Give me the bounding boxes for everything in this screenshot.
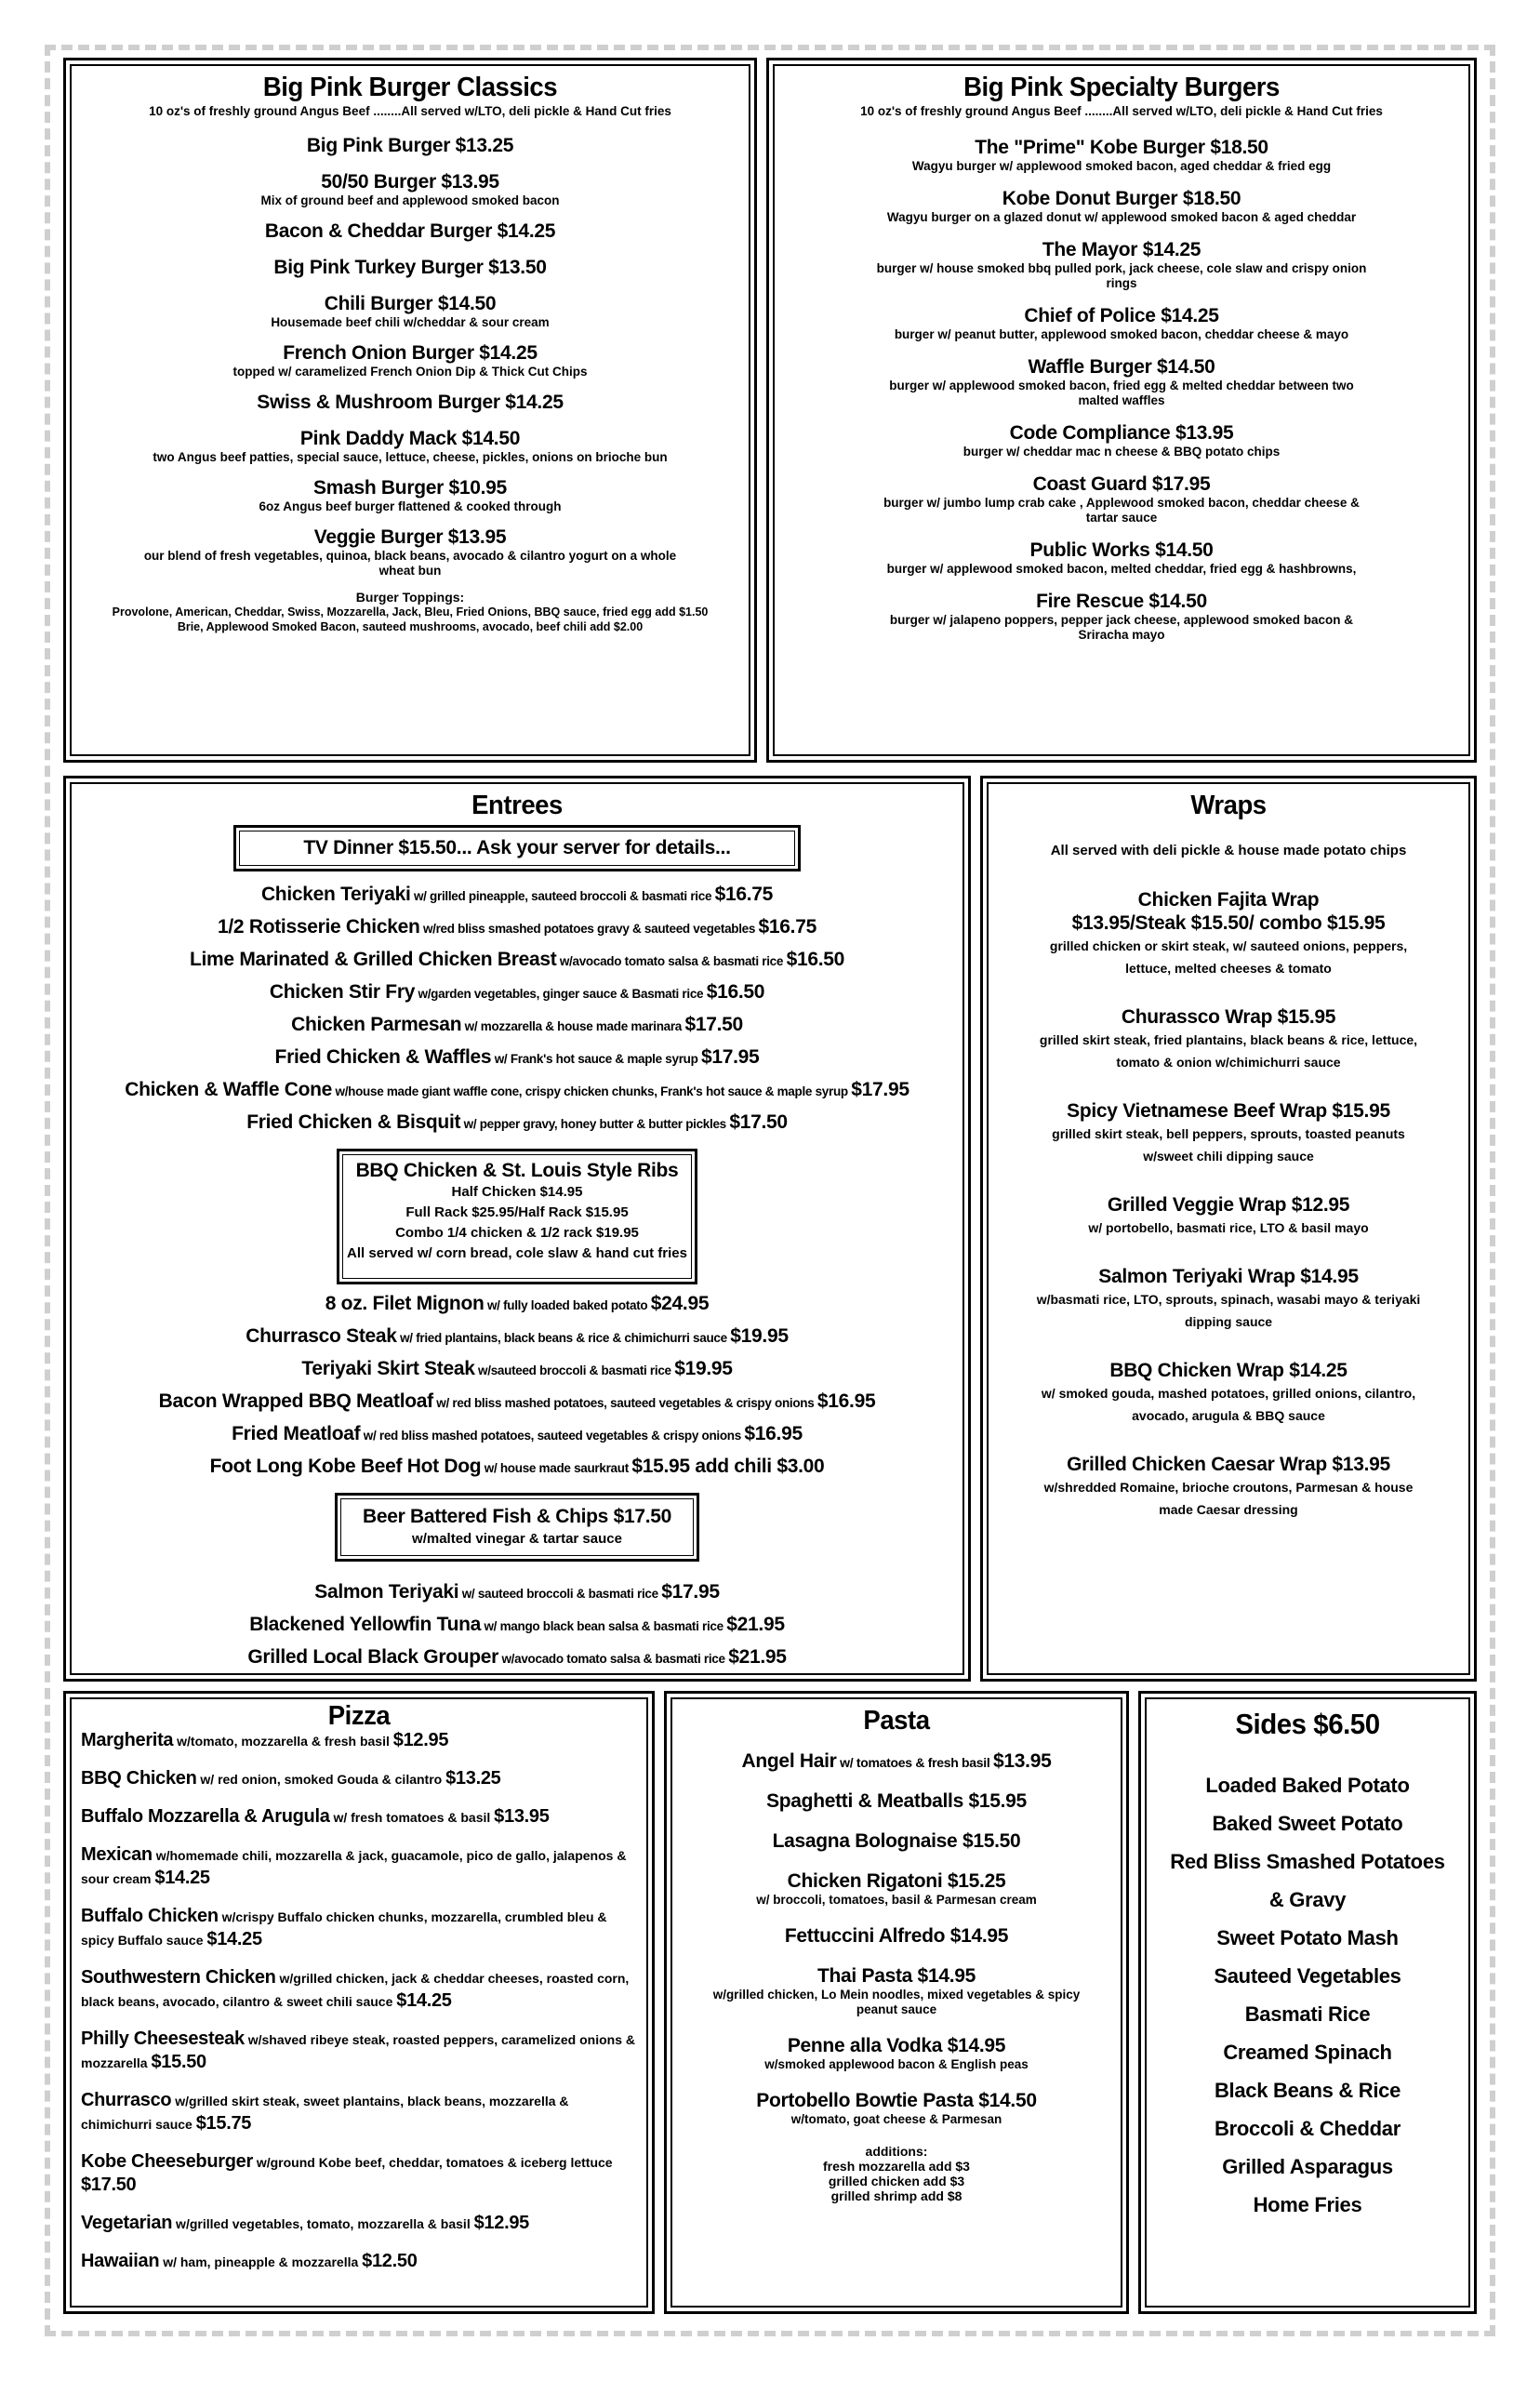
wrap-item bbox=[992, 1099, 1465, 1167]
pizza-item bbox=[81, 1729, 637, 1752]
bbq-line: All served w/ corn bread, cole slaw & hand cut fries bbox=[347, 1245, 687, 1261]
toppings-title: Burger Toppings: bbox=[355, 590, 465, 605]
side-item: Sweet Potato Mash bbox=[1216, 1926, 1399, 1949]
entree-price: $21.95 bbox=[728, 1646, 787, 1668]
pizza-item bbox=[81, 1805, 637, 1829]
pizza-desc: w/ fresh tomatoes & basil bbox=[329, 1810, 495, 1825]
pasta-item-desc: w/tomato, goat cheese & Parmesan bbox=[790, 2112, 1002, 2126]
entree-item bbox=[75, 1288, 959, 1321]
entree-price: $17.50 bbox=[684, 1014, 743, 1035]
menu-item bbox=[778, 472, 1465, 525]
pasta-addition: grilled shrimp add $8 bbox=[830, 2188, 962, 2203]
side-item: Baked Sweet Potato bbox=[1212, 1812, 1403, 1835]
menu-item-name: 50/50 Burger $13.95 bbox=[321, 171, 499, 193]
wrap-price: $13.95/Steak $15.50/ combo $15.95 bbox=[1071, 912, 1386, 934]
pizza-price: $14.25 bbox=[206, 1929, 262, 1949]
pizza-desc: w/ red onion, smoked Gouda & cilantro bbox=[196, 1772, 446, 1787]
entree-price: $17.50 bbox=[729, 1111, 788, 1133]
entree-item bbox=[75, 1321, 959, 1353]
pizza-item bbox=[81, 2028, 637, 2074]
menu-item-desc: burger w/ cheddar mac n cheese & BBQ potato chips bbox=[962, 445, 1281, 459]
menu-item-name: Coast Guard $17.95 bbox=[1032, 473, 1211, 495]
entree-price: $15.95 add chili $3.00 bbox=[631, 1456, 825, 1477]
entree-desc: w/ fried plantains, black beans & rice & chimichurri sauce bbox=[396, 1331, 731, 1345]
wrap-desc: w/ portobello, basmati rice, LTO & basil mayo bbox=[1088, 1220, 1369, 1235]
menu-item-desc: burger w/ peanut butter, applewood smoked bacon, cheddar cheese & mayo bbox=[894, 327, 1349, 341]
entree-item bbox=[75, 1353, 959, 1386]
entree-price: $17.95 bbox=[701, 1046, 760, 1068]
menu-item-name: Code Compliance $13.95 bbox=[1009, 422, 1234, 444]
menu-item-desc: burger w/ jumbo lump crab cake , Applewood smoked bacon, cheddar cheese & tartar sauce bbox=[883, 496, 1360, 525]
entree-item bbox=[75, 911, 959, 944]
pizza-price: $15.75 bbox=[195, 2113, 252, 2134]
entree-price: $16.95 bbox=[816, 1390, 876, 1412]
wrap-item bbox=[992, 1005, 1465, 1073]
entree-item bbox=[75, 1418, 959, 1451]
entree-desc: w/ pepper gravy, honey butter & butter pickles bbox=[460, 1117, 730, 1131]
menu-item bbox=[75, 219, 745, 243]
menu-item bbox=[75, 427, 745, 465]
side-item: Loaded Baked Potato bbox=[1205, 1774, 1410, 1797]
pizza-name: Churrasco bbox=[81, 2090, 172, 2110]
menu-item-name: Big Pink Turkey Burger $13.50 bbox=[273, 257, 547, 278]
entree-item bbox=[75, 1451, 959, 1483]
entree-name: Teriyaki Skirt Steak bbox=[301, 1358, 475, 1379]
entree-desc: w/ sauteed broccoli & basmati rice bbox=[458, 1587, 662, 1601]
pizza-price: $13.95 bbox=[494, 1806, 550, 1827]
entree-desc: w/sauteed broccoli & basmati rice bbox=[474, 1363, 675, 1377]
pasta-item-desc: w/grilled chicken, Lo Mein noodles, mixed vegetables & spicy peanut sauce bbox=[712, 1988, 1081, 2016]
entree-price: $17.95 bbox=[661, 1581, 720, 1603]
side-item: Sauteed Vegetables bbox=[1214, 1964, 1401, 1988]
menu-item-name: Chili Burger $14.50 bbox=[324, 293, 497, 314]
pasta-item bbox=[676, 1869, 1117, 1908]
pasta-addition: grilled chicken add $3 bbox=[828, 2174, 965, 2188]
entree-desc: w/garden vegetables, ginger sauce & Basmati rice bbox=[415, 987, 707, 1001]
pasta-item bbox=[676, 1829, 1117, 1853]
wrap-name: Grilled Chicken Caesar Wrap $13.95 bbox=[1067, 1454, 1390, 1475]
entree-name: Chicken Parmesan bbox=[291, 1014, 462, 1035]
wraps-title: Wraps bbox=[1190, 791, 1267, 820]
pasta-price: $13.95 bbox=[993, 1750, 1052, 1772]
menu-item bbox=[778, 304, 1465, 342]
pizza-desc: w/ ham, pineapple & mozzarella bbox=[159, 2255, 363, 2269]
entree-desc: w/avocado tomato salsa & basmati rice bbox=[556, 954, 787, 968]
classics-subtitle: 10 oz's of freshly ground Angus Beef ........All served w/LTO, deli pickle & Hand Cut fries bbox=[149, 104, 671, 118]
menu-item bbox=[778, 238, 1465, 291]
pizza-panel bbox=[63, 1691, 655, 2314]
menu-item-desc: burger w/ applewood smoked bacon, fried egg & melted cheddar between two malted waffles bbox=[889, 379, 1354, 407]
pasta-name: Angel Hair bbox=[741, 1750, 837, 1772]
wrap-desc: w/basmati rice, LTO, sprouts, spinach, wasabi mayo & teriyaki dipping sauce bbox=[1036, 1292, 1421, 1329]
pizza-name: BBQ Chicken bbox=[81, 1768, 197, 1789]
pizza-price: $13.25 bbox=[445, 1768, 501, 1789]
pizza-item bbox=[81, 1767, 637, 1790]
entree-name: Churrasco Steak bbox=[246, 1325, 397, 1347]
classics-panel bbox=[63, 58, 757, 763]
side-item: Basmati Rice bbox=[1244, 2002, 1371, 2026]
menu-item bbox=[778, 187, 1465, 225]
entree-price: $19.95 bbox=[730, 1325, 789, 1347]
entree-name: Lime Marinated & Grilled Chicken Breast bbox=[189, 949, 557, 970]
wrap-name: Salmon Teriyaki Wrap $14.95 bbox=[1098, 1266, 1359, 1287]
pizza-name: Kobe Cheeseburger bbox=[81, 2151, 253, 2172]
entree-desc: w/ red bliss mashed potatoes, sauteed vegetables & crispy onions bbox=[360, 1429, 745, 1443]
menu-item-name: The "Prime" Kobe Burger $18.50 bbox=[975, 137, 1268, 158]
entree-price: $19.95 bbox=[674, 1358, 733, 1379]
pasta-name: Fettuccini Alfredo $14.95 bbox=[784, 1925, 1009, 1947]
tv-dinner-text: TV Dinner $15.50... Ask your server for details... bbox=[303, 837, 731, 858]
bbq-line: Full Rack $25.95/Half Rack $15.95 bbox=[405, 1204, 629, 1220]
pizza-item bbox=[81, 1905, 637, 1951]
fish-box-desc: w/malted vinegar & tartar sauce bbox=[412, 1531, 622, 1547]
pasta-name-line bbox=[676, 1829, 1117, 1853]
entree-desc: w/house made giant waffle cone, crispy chicken chunks, Frank's hot sauce & maple syrup bbox=[332, 1084, 852, 1098]
side-item: Black Beans & Rice bbox=[1214, 2079, 1401, 2102]
pizza-desc: w/homemade chili, mozzarella & jack, guacamole, pico de gallo, jalapenos & sour cream bbox=[81, 1848, 627, 1886]
menu-item-name: Fire Rescue $14.50 bbox=[1036, 591, 1207, 612]
entree-item bbox=[75, 1074, 959, 1107]
pasta-item bbox=[676, 1789, 1117, 1813]
classics-list bbox=[75, 134, 745, 579]
menu-item-name: Chief of Police $14.25 bbox=[1024, 305, 1219, 326]
pasta-panel bbox=[664, 1691, 1129, 2314]
entrees-title: Entrees bbox=[471, 791, 563, 820]
pizza-name: Margherita bbox=[81, 1730, 174, 1750]
pizza-desc: w/crispy Buffalo chicken chunks, mozzarella, crumbled bleu & spicy Buffalo sauce bbox=[81, 1909, 607, 1948]
entree-name: Salmon Teriyaki bbox=[314, 1581, 459, 1603]
wrap-name: Churassco Wrap $15.95 bbox=[1121, 1006, 1336, 1028]
pasta-item bbox=[676, 1964, 1117, 2017]
specialty-list bbox=[778, 136, 1465, 643]
menu-item-desc: burger w/ jalapeno poppers, pepper jack cheese, applewood smoked bacon & Sriracha mayo bbox=[889, 613, 1354, 642]
menu-item bbox=[75, 292, 745, 330]
menu-item bbox=[778, 421, 1465, 459]
menu-item-desc: our blend of fresh vegetables, quinoa, black beans, avocado & cilantro yogurt on a whole wheat bun bbox=[143, 549, 677, 578]
menu-item-desc: Wagyu burger on a glazed donut w/ applewood smoked bacon & aged cheddar bbox=[886, 210, 1357, 224]
entree-desc: w/ Frank's hot sauce & maple syrup bbox=[491, 1052, 701, 1066]
wraps-subtitle: All served with deli pickle & house made potato chips bbox=[1050, 843, 1407, 858]
pasta-desc: w/ tomatoes & fresh basil bbox=[836, 1755, 994, 1770]
wrap-desc: w/shredded Romaine, brioche croutons, Parmesan & house made Caesar dressing bbox=[1043, 1480, 1414, 1517]
menu-item bbox=[75, 525, 745, 579]
wrap-item bbox=[992, 1265, 1465, 1333]
pasta-additions-title: additions: bbox=[865, 2144, 928, 2159]
pizza-name: Hawaiian bbox=[81, 2251, 160, 2271]
entree-item bbox=[75, 879, 959, 911]
entree-desc: w/avocado tomato salsa & basmati rice bbox=[498, 1652, 729, 1666]
specialty-panel bbox=[766, 58, 1477, 763]
pizza-desc: w/tomato, mozzarella & fresh basil bbox=[173, 1734, 393, 1749]
entree-item bbox=[75, 944, 959, 977]
entree-name: Fried Chicken & Waffles bbox=[274, 1046, 492, 1068]
pizza-desc: w/shaved ribeye steak, roasted peppers, caramelized onions & mozzarella bbox=[81, 2032, 635, 2070]
entree-desc: w/ fully loaded baked potato bbox=[484, 1298, 651, 1312]
entrees-panel bbox=[63, 776, 971, 1682]
menu-item-name: Smash Burger $10.95 bbox=[313, 477, 507, 499]
entree-price: $16.75 bbox=[758, 916, 816, 938]
menu-item-desc: two Angus beef patties, special sauce, lettuce, cheese, pickles, onions on brioche bun bbox=[153, 450, 668, 464]
pizza-price: $12.95 bbox=[392, 1730, 449, 1750]
entree-price: $16.50 bbox=[786, 949, 844, 970]
entree-price: $24.95 bbox=[650, 1293, 710, 1314]
entree-name: Chicken Stir Fry bbox=[269, 981, 416, 1003]
pasta-item bbox=[676, 1924, 1117, 1948]
pasta-name-line bbox=[676, 1869, 1117, 1893]
entree-price: $16.75 bbox=[714, 884, 774, 905]
pizza-price: $12.95 bbox=[473, 2213, 529, 2233]
pasta-name: Chicken Rigatoni $15.25 bbox=[787, 1870, 1006, 1892]
pizza-item bbox=[81, 2250, 637, 2273]
entrees-list bbox=[75, 1288, 959, 1483]
pasta-item bbox=[676, 2089, 1117, 2127]
pasta-title: Pasta bbox=[863, 1706, 930, 1736]
entrees-list bbox=[75, 879, 959, 1139]
pasta-name: Penne alla Vodka $14.95 bbox=[787, 2035, 1006, 2056]
pizza-item bbox=[81, 1843, 637, 1890]
wrap-item bbox=[992, 1193, 1465, 1239]
bbq-line: Combo 1/4 chicken & 1/2 rack $19.95 bbox=[395, 1225, 639, 1241]
entree-name: 1/2 Rotisserie Chicken bbox=[218, 916, 420, 938]
pizza-item bbox=[81, 2089, 637, 2135]
bbq-box bbox=[337, 1149, 697, 1284]
menu-item-name: Waffle Burger $14.50 bbox=[1028, 356, 1215, 378]
wrap-name: Spicy Vietnamese Beef Wrap $15.95 bbox=[1067, 1100, 1390, 1122]
wrap-desc: grilled chicken or skirt steak, w/ sauteed onions, peppers, lettuce, melted cheeses & tomato bbox=[1049, 938, 1408, 976]
wrap-item bbox=[992, 1453, 1465, 1521]
sides-list bbox=[1150, 1766, 1465, 2224]
menu-item-desc: burger w/ house smoked bbq pulled pork, jack cheese, cole slaw and crispy onion rings bbox=[876, 261, 1367, 290]
entree-name: Fried Meatloaf bbox=[232, 1423, 361, 1444]
fish-box-title: Beer Battered Fish & Chips $17.50 bbox=[362, 1506, 672, 1527]
entree-item bbox=[75, 1107, 959, 1139]
menu-item bbox=[778, 355, 1465, 408]
entree-item bbox=[75, 977, 959, 1009]
entree-name: Grilled Local Black Grouper bbox=[247, 1646, 499, 1668]
pizza-desc: w/ground Kobe beef, cheddar, tomatoes & iceberg lettuce bbox=[252, 2155, 613, 2170]
pizza-item bbox=[81, 2150, 637, 2197]
menu-item-name: The Mayor $14.25 bbox=[1042, 239, 1201, 260]
pizza-price: $14.25 bbox=[396, 1990, 452, 2011]
pasta-name-line bbox=[676, 1789, 1117, 1813]
pasta-item-desc: w/smoked applewood bacon & English peas bbox=[764, 2057, 1029, 2071]
entree-desc: w/ house made saurkraut bbox=[481, 1461, 632, 1475]
entree-desc: w/ grilled pineapple, sauteed broccoli & basmati rice bbox=[410, 889, 715, 903]
menu-item-desc: Housemade beef chili w/cheddar & sour cream bbox=[271, 315, 550, 329]
menu-item bbox=[75, 476, 745, 514]
wrap-desc: w/ smoked gouda, mashed potatoes, grilled onions, cilantro, avocado, arugula & BBQ sauce bbox=[1041, 1386, 1416, 1423]
entree-name: Fried Chicken & Bisquit bbox=[246, 1111, 461, 1133]
pizza-price: $12.50 bbox=[362, 2251, 418, 2271]
entree-item bbox=[75, 1576, 959, 1609]
pasta-item-desc: w/ broccoli, tomatoes, basil & Parmesan cream bbox=[756, 1893, 1037, 1907]
pizza-item bbox=[81, 1966, 637, 2013]
entree-name: Chicken Teriyaki bbox=[260, 884, 411, 905]
wrap-name: Grilled Veggie Wrap $12.95 bbox=[1107, 1194, 1350, 1216]
pizza-price: $14.25 bbox=[154, 1868, 210, 1888]
pasta-name: Lasagna Bolognaise $15.50 bbox=[772, 1830, 1021, 1852]
side-item: Grilled Asparagus bbox=[1222, 2155, 1393, 2178]
side-item: Creamed Spinach bbox=[1223, 2041, 1392, 2064]
menu-item-desc: Wagyu burger w/ applewood smoked bacon, aged cheddar & fried egg bbox=[911, 159, 1332, 173]
wraps-panel bbox=[980, 776, 1477, 1682]
toppings-line: Provolone, American, Cheddar, Swiss, Mozzarella, Jack, Bleu, Fried Onions, BBQ sauce, fried egg add $1.50 bbox=[112, 605, 709, 619]
pizza-name: Vegetarian bbox=[81, 2213, 173, 2233]
entree-desc: w/ mango black bean salsa & basmati rice bbox=[481, 1619, 727, 1633]
wrap-item bbox=[992, 888, 1465, 979]
menu-item bbox=[778, 539, 1465, 577]
entree-price: $21.95 bbox=[726, 1614, 785, 1635]
sides-title: Sides $6.50 bbox=[1235, 1709, 1380, 1740]
tv-dinner-box bbox=[233, 825, 801, 871]
wrap-name: Chicken Fajita Wrap bbox=[1137, 889, 1320, 911]
menu-item bbox=[75, 134, 745, 157]
menu-item-name: Kobe Donut Burger $18.50 bbox=[1002, 188, 1241, 209]
pasta-name-line bbox=[676, 2089, 1117, 2112]
menu-item bbox=[75, 256, 745, 279]
wrap-desc: grilled skirt steak, fried plantains, black beans & rice, lettuce, tomato & onion w/chimichurri sauce bbox=[1039, 1032, 1418, 1070]
bbq-line: Half Chicken $14.95 bbox=[451, 1184, 583, 1200]
pizza-name: Buffalo Chicken bbox=[81, 1906, 219, 1926]
pizza-name: Buffalo Mozzarella & Arugula bbox=[81, 1806, 330, 1827]
pizza-name: Mexican bbox=[81, 1844, 153, 1865]
wraps-list bbox=[992, 888, 1465, 1521]
pasta-additions-list bbox=[676, 2159, 1117, 2203]
pizza-desc: w/grilled skirt steak, sweet plantains, black beans, mozzarella & chimichurri sauce bbox=[81, 2094, 569, 2132]
sides-panel bbox=[1138, 1691, 1477, 2314]
menu-item-name: Bacon & Cheddar Burger $14.25 bbox=[264, 220, 556, 242]
entree-item bbox=[75, 1042, 959, 1074]
entree-desc: w/ red bliss mashed potatoes, sauteed vegetables & crispy onions bbox=[432, 1396, 817, 1410]
pasta-list bbox=[676, 1749, 1117, 2127]
entree-item bbox=[75, 1609, 959, 1642]
pizza-name: Philly Cheesesteak bbox=[81, 2029, 245, 2049]
pasta-item bbox=[676, 2034, 1117, 2072]
specialty-title: Big Pink Specialty Burgers bbox=[963, 73, 1280, 102]
wrap-item bbox=[992, 1359, 1465, 1427]
entrees-list bbox=[75, 1576, 959, 1669]
menu-item-name: Pink Daddy Mack $14.50 bbox=[299, 428, 521, 449]
menu-item-name: French Onion Burger $14.25 bbox=[283, 342, 538, 364]
menu-item bbox=[778, 136, 1465, 174]
pasta-name-line bbox=[676, 1749, 1117, 1773]
pizza-desc: w/grilled vegetables, tomato, mozzarella & basil bbox=[172, 2216, 474, 2231]
pasta-item bbox=[676, 1749, 1117, 1773]
pizza-price: $17.50 bbox=[81, 2175, 137, 2195]
entree-name: 8 oz. Filet Mignon bbox=[325, 1293, 485, 1314]
pasta-name-line bbox=[676, 2034, 1117, 2057]
side-item: Home Fries bbox=[1253, 2193, 1362, 2216]
pasta-name: Spaghetti & Meatballs $15.95 bbox=[766, 1790, 1027, 1812]
wrap-name: BBQ Chicken Wrap $14.25 bbox=[1109, 1360, 1348, 1381]
menu-item-name: Veggie Burger $13.95 bbox=[313, 526, 507, 548]
entree-desc: w/ mozzarella & house made marinara bbox=[461, 1019, 685, 1033]
pasta-name-line bbox=[676, 1964, 1117, 1988]
pasta-addition: fresh mozzarella add $3 bbox=[823, 2159, 970, 2174]
entree-price: $16.95 bbox=[744, 1423, 803, 1444]
pizza-price: $15.50 bbox=[151, 2052, 206, 2072]
wrap-desc: grilled skirt steak, bell peppers, sprouts, toasted peanuts w/sweet chili dipping sauce bbox=[1052, 1126, 1405, 1164]
menu-item bbox=[75, 391, 745, 414]
menu-item-name: Big Pink Burger $13.25 bbox=[306, 135, 514, 156]
entree-item bbox=[75, 1642, 959, 1669]
menu-item-desc: 6oz Angus beef burger flattened & cooked through bbox=[259, 499, 562, 513]
pizza-name: Southwestern Chicken bbox=[81, 1967, 276, 1988]
pasta-name: Thai Pasta $14.95 bbox=[816, 1965, 976, 1987]
toppings-line: Brie, Applewood Smoked Bacon, sauteed mushrooms, avocado, beef chili add $2.00 bbox=[177, 620, 644, 633]
pizza-desc: w/grilled chicken, jack & cheddar cheeses, roasted corn, black beans, avocado, cilantro & sweet chili sauce bbox=[81, 1971, 630, 2009]
side-item: & Gravy bbox=[1268, 1888, 1347, 1911]
menu-item-name: Public Works $14.50 bbox=[1029, 539, 1214, 561]
entree-item bbox=[75, 1009, 959, 1042]
entree-name: Bacon Wrapped BBQ Meatloaf bbox=[158, 1390, 433, 1412]
menu-item bbox=[75, 170, 745, 208]
entree-name: Chicken & Waffle Cone bbox=[125, 1079, 333, 1100]
menu-item bbox=[75, 341, 745, 379]
side-item: Broccoli & Cheddar bbox=[1215, 2117, 1401, 2140]
pizza-list bbox=[81, 1729, 637, 2273]
side-item: Red Bliss Smashed Potatoes bbox=[1170, 1850, 1445, 1873]
entree-name: Blackened Yellowfin Tuna bbox=[249, 1614, 482, 1635]
entree-name: Foot Long Kobe Beef Hot Dog bbox=[209, 1456, 482, 1477]
classics-title: Big Pink Burger Classics bbox=[262, 73, 558, 102]
pasta-name: Portobello Bowtie Pasta $14.50 bbox=[756, 2090, 1037, 2111]
entree-price: $16.50 bbox=[706, 981, 765, 1003]
specialty-subtitle: 10 oz's of freshly ground Angus Beef ........All served w/LTO, deli pickle & Hand Cut fries bbox=[860, 104, 1383, 118]
pizza-item bbox=[81, 2212, 637, 2235]
pasta-name-line bbox=[676, 1924, 1117, 1948]
entree-desc: w/red bliss smashed potatoes gravy & sauteed vegetables bbox=[419, 922, 759, 936]
menu-item-desc: burger w/ applewood smoked bacon, melted cheddar, fried egg & hashbrowns, bbox=[886, 562, 1357, 576]
entree-price: $17.95 bbox=[851, 1079, 909, 1100]
fish-box bbox=[335, 1493, 699, 1562]
pizza-title: Pizza bbox=[327, 1703, 391, 1731]
menu-item-desc: topped w/ caramelized French Onion Dip & Thick Cut Chips bbox=[232, 365, 588, 379]
bbq-box-title: BBQ Chicken & St. Louis Style Ribs bbox=[355, 1160, 679, 1181]
menu-item bbox=[778, 590, 1465, 643]
menu-item-name: Swiss & Mushroom Burger $14.25 bbox=[257, 392, 564, 413]
entree-item bbox=[75, 1386, 959, 1418]
menu-item-desc: Mix of ground beef and applewood smoked bacon bbox=[260, 193, 560, 207]
